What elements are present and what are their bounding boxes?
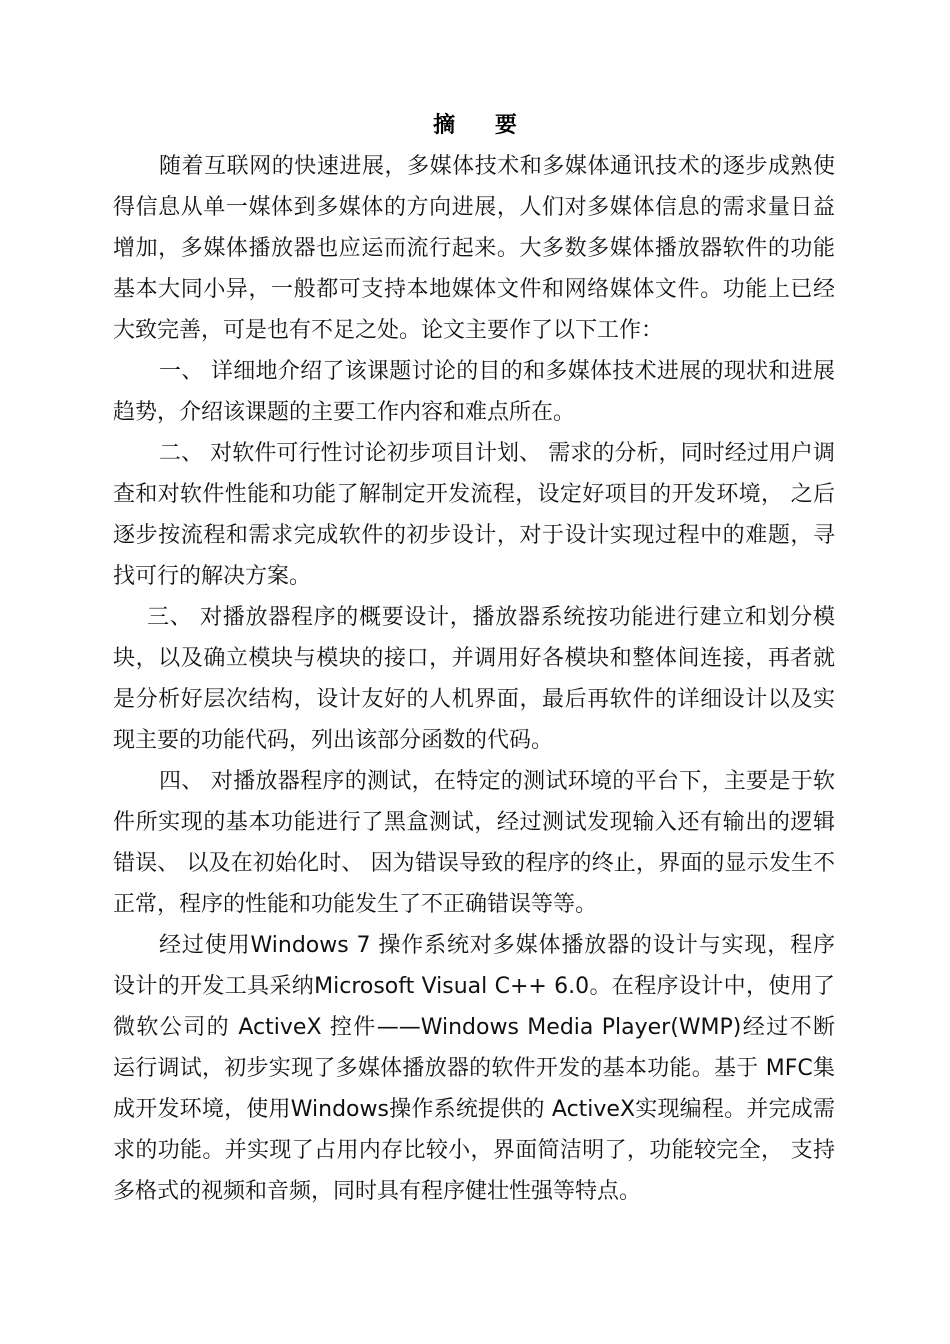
- paragraph-item-2: 二、 对软件可行性讨论初步项目计划、 需求的分析，同时经过用户调查和对软件性能和功能了解制定开发流程，设定好项目的开发环境， 之后逐步按流程和需求完成软件的初步设计，对于设计实现过程中的难题，寻找可行的解决方案。: [113, 441, 835, 589]
- paragraph-conclusion: 经过使用Windows 7 操作系统对多媒体播放器的设计与实现，程序设计的开发工具采纳Microsoft Visual C++ 6.0。在程序设计中，使用了微软公司的 ActiveX 控件——Windows Media Player(WMP)经过不断运行调试，初步实现了多媒体播放器的软件开发的基本功能。基于 MFC集成开发环境，使用Windows操作系统提供的 ActiveX实现编程。并完成需求的功能。并实现了占用内存比较小，界面简洁明了，功能较完全， 支持多格式的视频和音频，同时具有程序健壮性强等特点。: [113, 933, 835, 1204]
- abstract-title: 摘 要: [433, 113, 533, 138]
- paragraph-item-1: 一、 详细地介绍了该课题讨论的目的和多媒体技术进展的现状和进展趋势，介绍该课题的主要工作内容和难点所在。: [113, 359, 835, 425]
- paragraph-intro: 随着互联网的快速进展，多媒体技术和多媒体通讯技术的逐步成熟使得信息从单一媒体到多媒体的方向进展，人们对多媒体信息的需求量日益增加，多媒体播放器也应运而流行起来。大多数多媒体播放器软件的功能基本大同小异，一般都可支持本地媒体文件和网络媒体文件。功能上已经大致完善，可是也有不足之处。论文主要作了以下工作：: [113, 154, 835, 343]
- abstract-body: [113, 146, 835, 1212]
- paragraph-item-4: 四、 对播放器程序的测试，在特定的测试环境的平台下，主要是于软件所实现的基本功能进行了黑盒测试，经过测试发现输入还有输出的逻辑错误、 以及在初始化时、 因为错误导致的程序的终止，界面的显示发生不正常，程序的性能和功能发生了不正确错误等等。: [113, 769, 835, 917]
- paragraph-item-3: 三、 对播放器程序的概要设计，播放器系统按功能进行建立和划分模块，以及确立模块与模块的接口，并调用好各模块和整体间连接，再者就是分析好层次结构，设计友好的人机界面，最后再软件的详细设计以及实现主要的功能代码，列出该部分函数的代码。: [113, 605, 835, 753]
